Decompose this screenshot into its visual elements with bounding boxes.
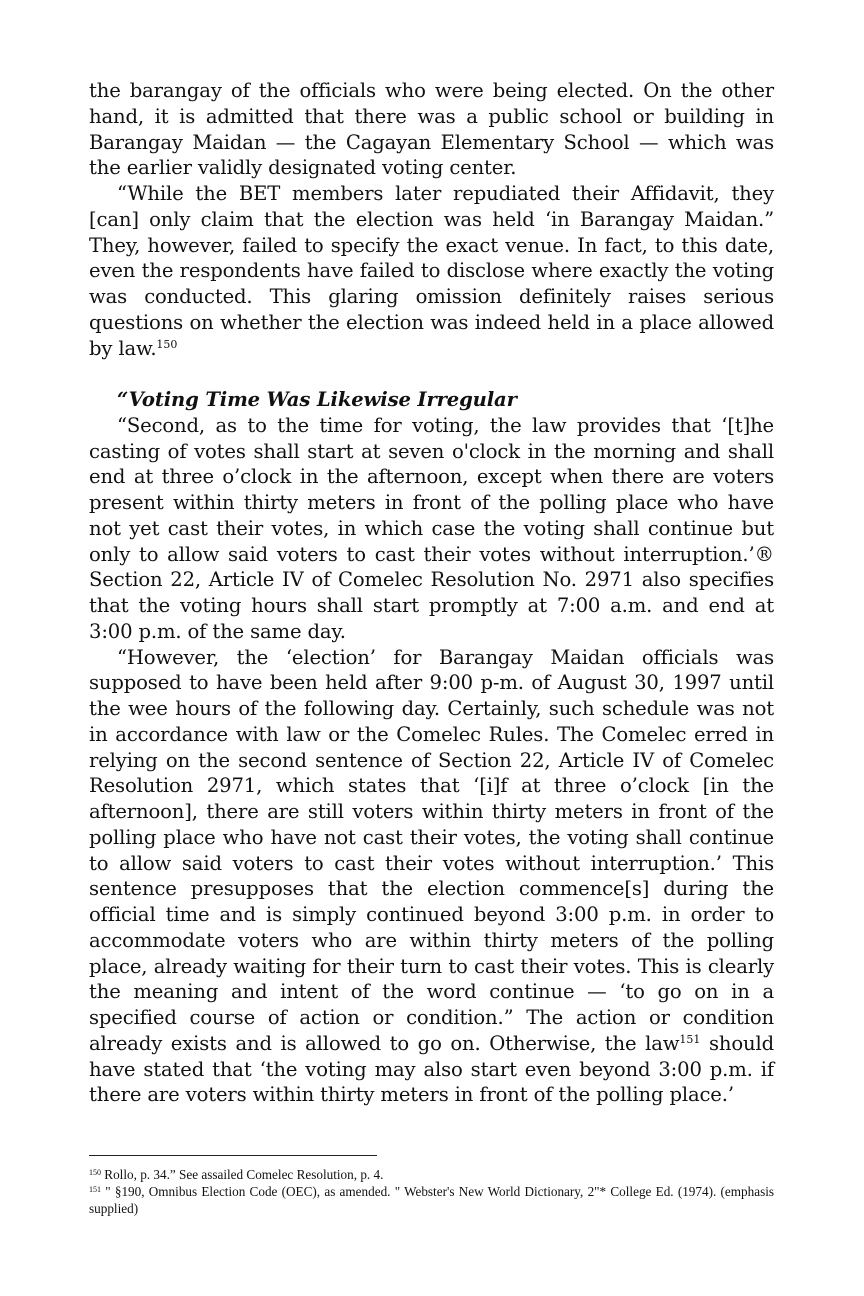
- footnote-150: [89, 1166, 774, 1183]
- footnote-divider: [89, 1155, 377, 1156]
- paragraph-text: “However, the ‘election’ for Barangay Maidan officials was supposed to have been held after 9:00 p-m. of August 30, 1997 until the wee hours of the following day. Certainly, such schedule was not in accordance with law or the Comelec Rules. The Comelec erred in relying on the second sentence of Section 22, Article IV of Comelec Resolution 2971, which states that ‘[i]f at three o’clock [in the afternoon], there are still voters within thirty meters in front of the polling place who have not cast their votes, the voting shall continue to allow said voters to cast their votes without interruption.’ This sentence presupposes that the election commence[s] during the official time and is simply continued beyond 3:00 p.m. in order to accommodate voters who are within thirty meters of the polling place, already waiting for their turn to cast their votes. This is clearly the meaning and intent of the word continue — ‘to go on in a specified course of action or condition.” The action or condition already exists and is allowed to go on. Otherwise, the law: [89, 645, 774, 1055]
- footnotes: [89, 1166, 774, 1217]
- footnote-number: 150: [89, 1168, 101, 1177]
- paragraph-voting-time: [89, 413, 774, 645]
- paragraph-text: “Second, as to the time for voting, the law provides that ‘[t]he casting of votes shall start at seven o'clock in the morning and shall end at three o’clock in the afternoon, except when there are voters present within thirty meters in front of the polling place who have not yet cast their votes, in which case the voting shall continue but only to allow said voters to cast their votes without interruption.’® Section 22, Article IV of Comelec Resolution No. 2971 also specifies that the voting hours shall start promptly at 7:00 a.m. and end at 3:00 p.m. of the same day.: [89, 413, 774, 643]
- footnote-text: Rollo, p. 34.” See assailed Comelec Resolution, p. 4.: [101, 1167, 384, 1182]
- footnote-text: " §190, Omnibus Election Code (OEC), as amended. " Webster's New World Dictionary, 2"* College Ed. (1974). (emphasis supplied): [89, 1184, 774, 1216]
- footnote-number: 151: [89, 1185, 101, 1194]
- footnote-ref-150[interactable]: 150: [156, 337, 178, 351]
- footnote-ref-151[interactable]: 151: [679, 1032, 701, 1046]
- paragraph-text: “While the BET members later repudiated their Affidavit, they [can] only claim that the election was held ‘in Barangay Maidan.” They, however, failed to specify the exact venue. In fact, to this date, even the respondents have failed to disclose where exactly the voting was conducted. This glaring omission definitely raises serious questions on whether the election was indeed held in a place allowed by law.: [89, 182, 774, 360]
- paragraph-affidavit: [89, 181, 774, 361]
- paragraph-text: the barangay of the officials who were being elected. On the other hand, it is admitted that there was a public school or building in Barangay Maidan — the Cagayan Elementary School — which was the earlier validly designated voting center.: [89, 79, 774, 180]
- footnote-151: [89, 1183, 774, 1217]
- section-heading: “Voting Time Was Likewise Irregular: [117, 388, 517, 411]
- paragraph-continued: [89, 78, 774, 181]
- document-body: [89, 78, 774, 1108]
- paragraph-text-tail: should have stated that ‘the voting may also start even beyond 3:00 p.m. if there are voters within thirty meters in front of the polling place.’: [89, 1031, 775, 1107]
- paragraph-however: [89, 645, 774, 1109]
